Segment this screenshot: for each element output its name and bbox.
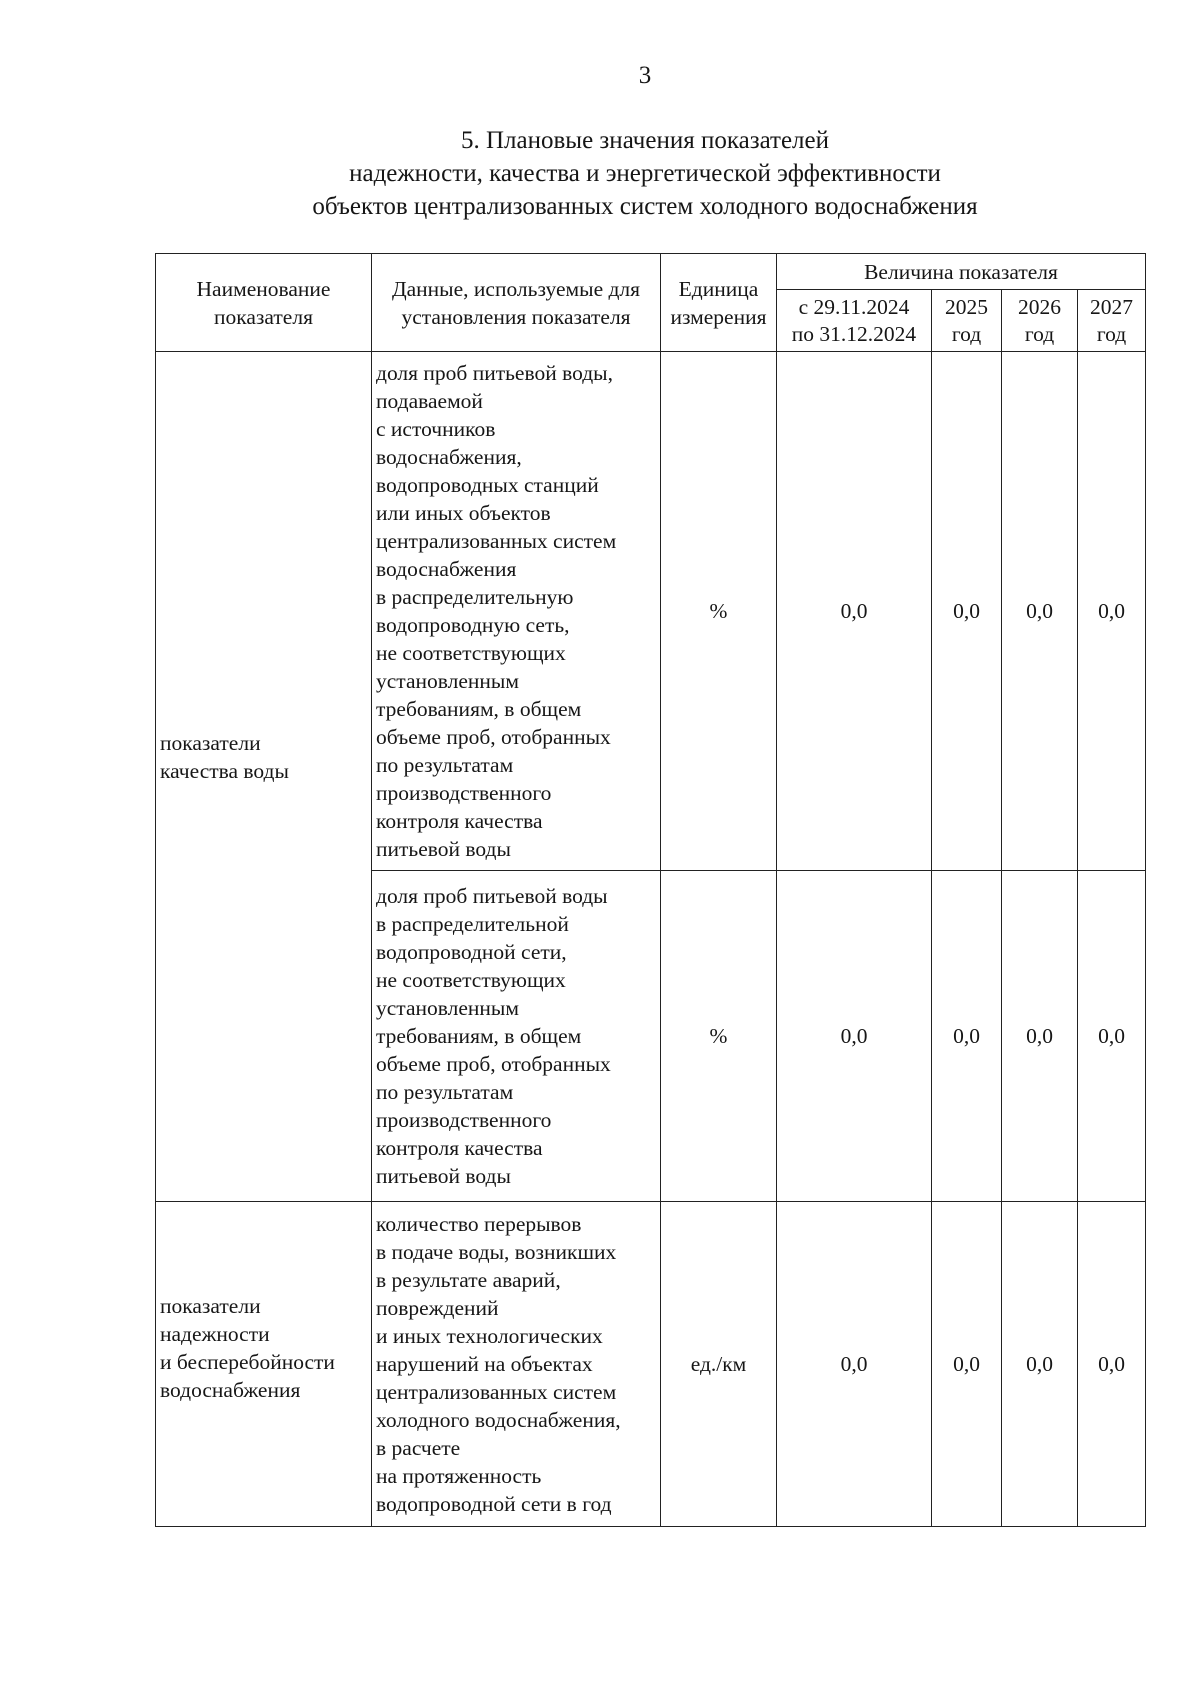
value-period-1: 0,0 [777, 1202, 932, 1527]
table-row [156, 352, 1146, 871]
data-line: в результате аварий, [376, 1268, 561, 1292]
value-period-3: 0,0 [1002, 871, 1078, 1202]
data-line: питьевой воды [376, 1164, 511, 1188]
header-period-3 [1002, 290, 1078, 352]
data-line: холодного водоснабжения, [376, 1408, 621, 1432]
group-name-water-quality [156, 352, 372, 1202]
period-2-line-2: год [951, 321, 982, 346]
data-line: и иных технологических [376, 1324, 603, 1348]
period-3-line-2: год [1024, 321, 1055, 346]
data-line: не соответствующих [376, 968, 566, 992]
data-line: объеме проб, отобранных [376, 725, 611, 749]
data-line: производственного [376, 781, 552, 805]
header-indicator-name: Наименование показателя [156, 254, 372, 352]
title-line-1: 5. Плановые значения показателей [460, 127, 830, 154]
group-name-reliability [156, 1202, 372, 1527]
group-name-line: показатели [160, 730, 261, 755]
data-line: централизованных систем [376, 1380, 617, 1404]
data-line: по результатам [376, 1080, 514, 1104]
data-line: повреждений [376, 1296, 499, 1320]
data-line: требованиям, в общем [376, 697, 582, 721]
data-line: водоснабжения, [376, 445, 522, 469]
data-line: объеме проб, отобранных [376, 1052, 611, 1076]
period-4-line-2: год [1096, 321, 1127, 346]
header-unit: Единица измерения [661, 254, 777, 352]
value-period-4: 0,0 [1078, 352, 1146, 871]
page-number: 3 [638, 62, 652, 89]
value-period-1: 0,0 [777, 871, 932, 1202]
unit-cell: % [661, 352, 777, 871]
data-line: доля проб питьевой воды, [376, 361, 614, 385]
data-line: водопроводных станций [376, 473, 599, 497]
data-line: в распределительной [376, 912, 569, 936]
data-line: водопроводной сети, [376, 940, 567, 964]
data-line: в распределительную [376, 585, 574, 609]
data-line: установленным [376, 669, 519, 693]
period-1-line-1: с 29.11.2024 [798, 294, 910, 319]
data-line: централизованных систем [376, 529, 617, 553]
unit-cell: % [661, 871, 777, 1202]
data-line: производственного [376, 1108, 552, 1132]
group-name-line: надежности [160, 1322, 270, 1346]
data-line: водоснабжения [376, 557, 517, 581]
value-period-2: 0,0 [932, 871, 1002, 1202]
group-name-line: качества воды [160, 758, 289, 783]
data-line: с источников [376, 417, 496, 441]
group-name-line: водоснабжения [160, 1378, 301, 1402]
data-description [372, 352, 661, 871]
group-name-line: показатели [160, 1294, 261, 1318]
title-line-2: надежности, качества и энергетической эффективности [349, 160, 941, 187]
data-line: на протяженность [376, 1464, 542, 1488]
data-line: нарушений на объектах [376, 1352, 593, 1376]
title-line-3: объектов централизованных систем холодного водоснабжения [312, 193, 978, 220]
header-data-used: Данные, используемые для установления показателя [372, 254, 661, 352]
value-period-2: 0,0 [932, 352, 1002, 871]
header-period-1 [777, 290, 932, 352]
data-line: доля проб питьевой воды [376, 884, 608, 908]
data-description [372, 871, 661, 1202]
data-line: контроля качества [376, 1136, 543, 1160]
data-line: питьевой воды [376, 837, 511, 861]
data-line: количество перерывов [376, 1212, 582, 1236]
header-value-group: Величина показателя [777, 254, 1146, 290]
data-line: или иных объектов [376, 501, 551, 525]
data-line: подаваемой [376, 389, 483, 413]
data-line: контроля качества [376, 809, 543, 833]
group-name-line: и бесперебойности [160, 1350, 335, 1374]
unit-cell: ед./км [661, 1202, 777, 1527]
value-period-4: 0,0 [1078, 871, 1146, 1202]
table-row [156, 1202, 1146, 1527]
period-2-line-1: 2025 [945, 294, 988, 319]
value-period-1: 0,0 [777, 352, 932, 871]
data-line: требованиям, в общем [376, 1024, 582, 1048]
value-period-3: 0,0 [1002, 352, 1078, 871]
period-3-line-1: 2026 [1018, 294, 1061, 319]
header-period-4 [1078, 290, 1146, 352]
data-line: в расчете [376, 1436, 461, 1460]
header-period-2 [932, 290, 1002, 352]
value-period-4: 0,0 [1078, 1202, 1146, 1527]
data-line: водопроводной сети в год [376, 1492, 612, 1516]
data-line: по результатам [376, 753, 514, 777]
period-4-line-1: 2027 [1090, 294, 1133, 319]
data-line: не соответствующих [376, 641, 566, 665]
indicators-table [155, 253, 1146, 1527]
value-period-3: 0,0 [1002, 1202, 1078, 1527]
header-row-1 [156, 254, 1146, 290]
data-description [372, 1202, 661, 1527]
period-1-line-2: по 31.12.2024 [791, 321, 917, 346]
data-line: водопроводную сеть, [376, 613, 570, 637]
section-title [0, 124, 1200, 223]
data-line: в подаче воды, возникших [376, 1240, 617, 1264]
data-line: установленным [376, 996, 519, 1020]
value-period-2: 0,0 [932, 1202, 1002, 1527]
